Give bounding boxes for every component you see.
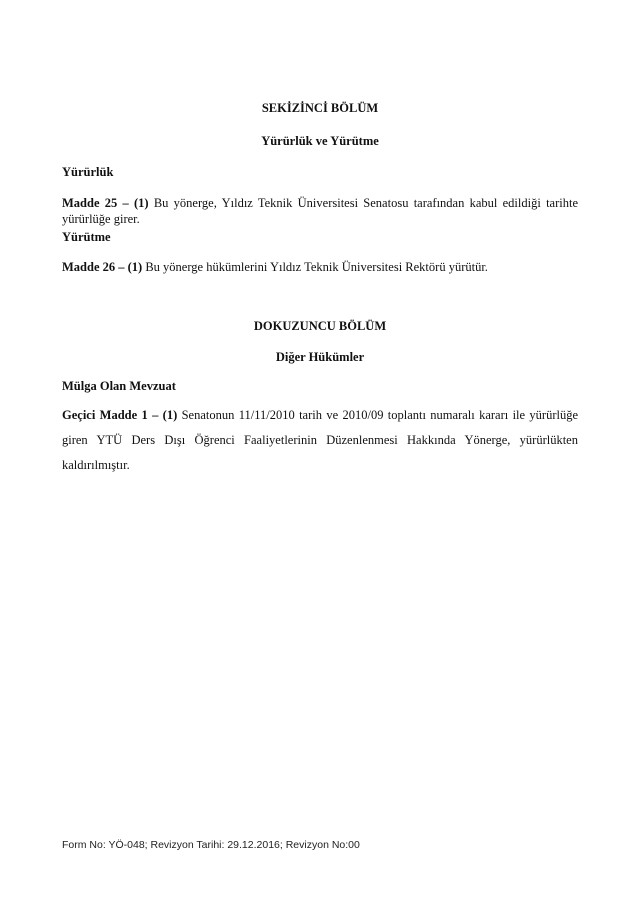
article-25-label: Madde 25 – (1) [62,196,149,210]
repealed-legislation-heading: Mülga Olan Mevzuat [62,379,176,393]
section-nine-title: DOKUZUNCU BÖLÜM [253,319,387,333]
article-25-heading: Yürürlük [62,165,114,179]
form-footer: Form No: YÖ-048; Revizyon Tarihi: 29.12.2016; Revizyon No:00 [62,839,360,851]
article-26-paragraph [62,259,578,275]
section-eight-subtitle: Yürürlük ve Yürütme [261,134,379,148]
section-eight-title: SEKİZİNCİ BÖLÜM [261,101,379,115]
article-25-paragraph [62,195,578,227]
temporary-article-1-paragraph [62,403,578,478]
temporary-article-1-text: Senatonun 11/11/2010 tarih ve 2010/09 toplantı numaralı kararı ile yürürlüğe giren YTÜ Ders Dışı Öğrenci Faaliyetlerinin Düzenlenmesi Hakkında Yönerge, yürürlükten kaldırılmıştır. [62,408,578,472]
article-26-heading: Yürütme [62,230,111,244]
article-25-text: Bu yönerge, Yıldız Teknik Üniversitesi Senatosu tarafından kabul edildiği tarihte yürürlüğe girer. [62,196,578,226]
section-nine-subtitle: Diğer Hükümler [275,350,365,364]
temporary-article-1-label: Geçici Madde 1 – (1) [62,408,178,422]
article-26-label: Madde 26 – (1) [62,260,143,274]
article-26-text: Bu yönerge hükümlerini Yıldız Teknik Üniversitesi Rektörü yürütür. [142,260,488,274]
